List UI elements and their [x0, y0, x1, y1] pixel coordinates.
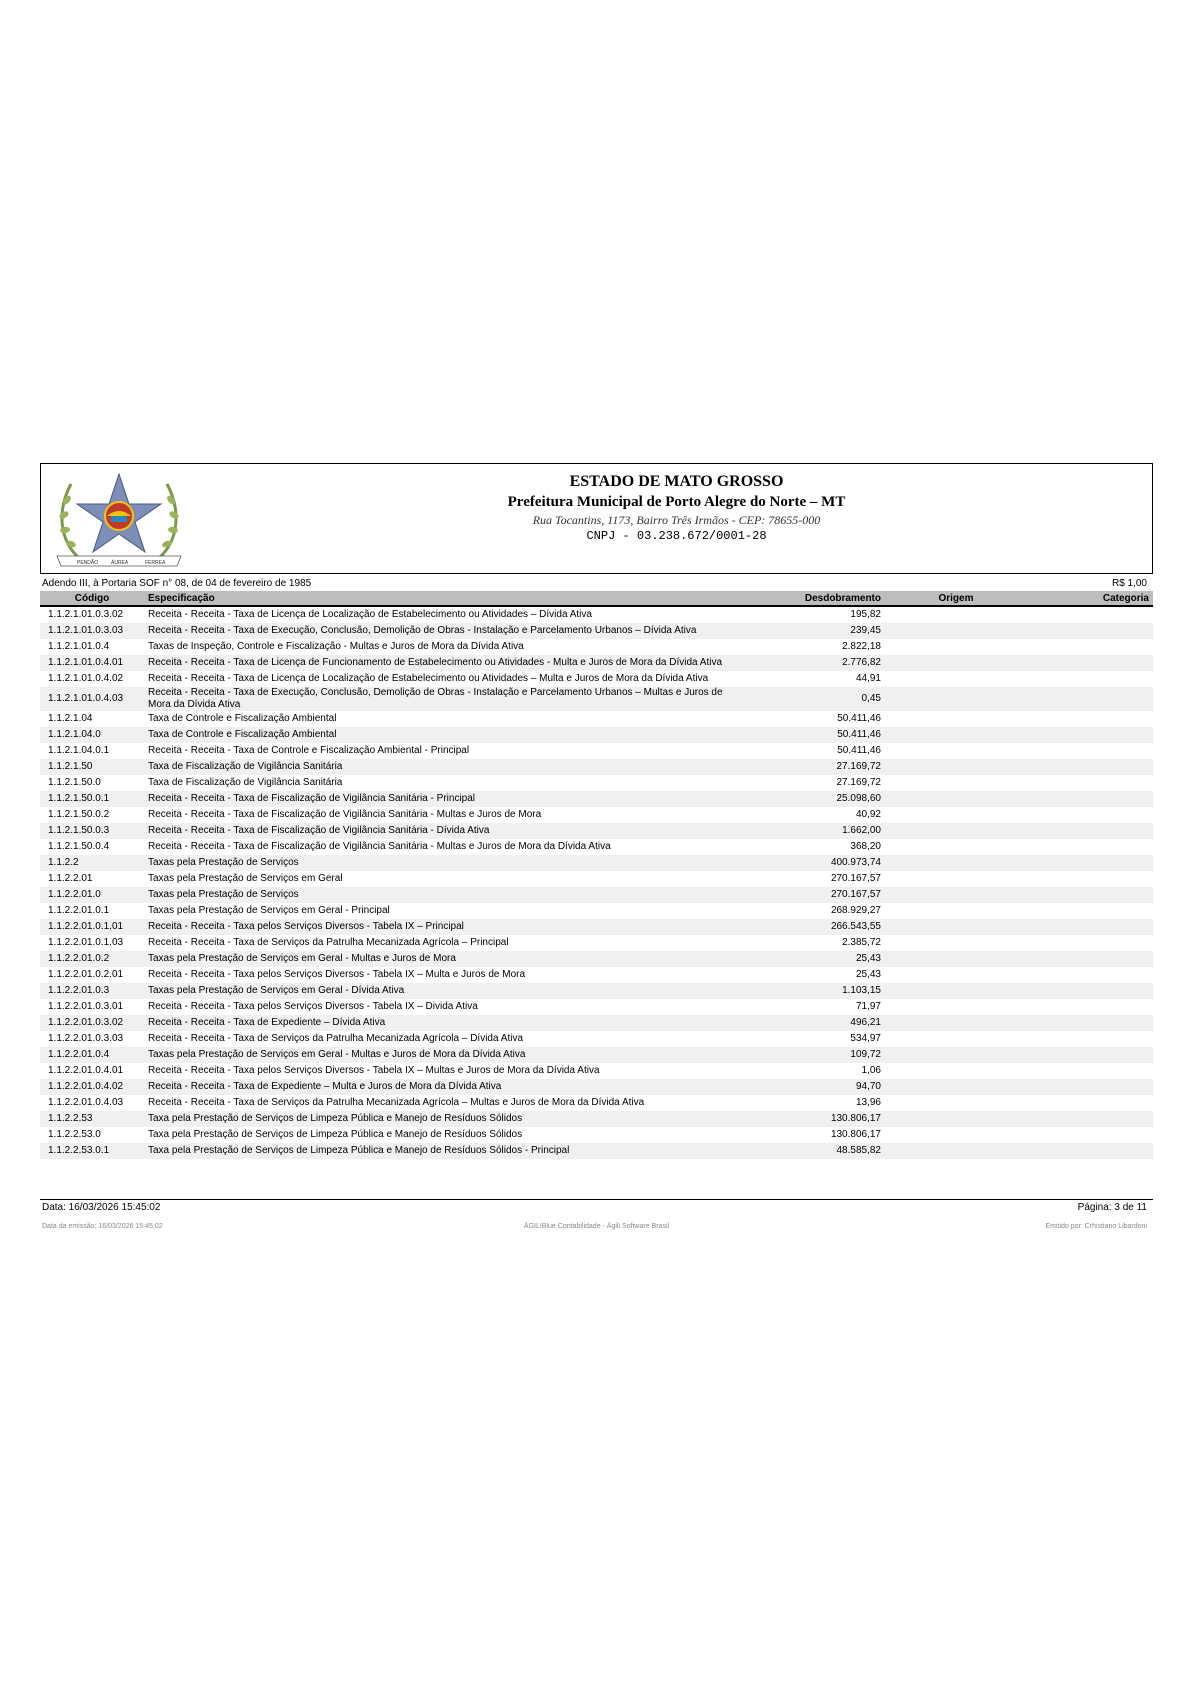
- table-row: [40, 606, 1153, 623]
- row-categoria: [1027, 1095, 1153, 1111]
- row-specification: Receita - Receita - Taxa de Fiscalização de Vigilância Sanitária - Principal: [144, 791, 735, 807]
- legal-reference: Adendo III, à Portaria SOF n° 08, de 04 de fevereiro de 1985: [42, 578, 312, 589]
- table-row: [40, 1111, 1153, 1127]
- table-row: [40, 1015, 1153, 1031]
- row-code: 1.1.2.1.50.0: [48, 777, 101, 788]
- row-origem: [885, 935, 1027, 951]
- row-desdobramento: 0,45: [735, 687, 885, 711]
- row-categoria: [1027, 855, 1153, 871]
- row-code: 1.1.2.1.01.0.4.01: [40, 655, 144, 671]
- row-origem: [885, 855, 1027, 871]
- row-code: 1.1.2.2.01.0.1: [48, 905, 110, 916]
- row-categoria: [1027, 903, 1153, 919]
- row-origem: [885, 1063, 1027, 1079]
- row-desdobramento: 2.385,72: [842, 937, 881, 948]
- row-code: 1.1.2.1.04: [48, 713, 93, 724]
- row-categoria: [1027, 1015, 1153, 1031]
- column-header-spec: Especificação: [144, 591, 735, 606]
- row-code: 1.1.2.1.50.0.4: [48, 841, 110, 852]
- row-origem: [885, 711, 1027, 727]
- row-code: 1.1.2.2.01.0.3.01: [48, 1001, 124, 1012]
- row-origem: [885, 727, 1027, 743]
- row-specification: Taxa pela Prestação de Serviços de Limpeza Pública e Manejo de Resíduos Sólidos - Principal: [144, 1143, 735, 1159]
- row-origem: [885, 999, 1027, 1015]
- svg-text:ÁUREA: ÁUREA: [111, 560, 129, 566]
- row-specification: Receita - Receita - Taxa de Licença de Localização de Estabelecimento ou Atividades – Multa e Juros de Mora da Dívida Ativa: [148, 673, 709, 684]
- row-desdobramento: 270.167,57: [830, 873, 881, 884]
- row-categoria: [1027, 791, 1153, 807]
- row-specification: Taxa pela Prestação de Serviços de Limpeza Pública e Manejo de Resíduos Sólidos: [148, 1129, 523, 1140]
- row-specification: Receita - Receita - Taxa pelos Serviços Diversos - Tabela IX – Multa e Juros de Mora: [148, 969, 526, 980]
- row-specification: Taxas pela Prestação de Serviços: [144, 855, 735, 871]
- table-row: [40, 791, 1153, 807]
- table-row: [40, 999, 1153, 1015]
- table-row: [40, 687, 1153, 711]
- row-specification: Receita - Receita - Taxa de Expediente – Dívida Ativa: [144, 1015, 735, 1031]
- row-desdobramento: 2.776,82: [735, 655, 885, 671]
- row-specification: Receita - Receita - Taxa de Licença de Localização de Estabelecimento ou Atividades – Dívida Ativa: [148, 609, 592, 620]
- column-header-origem: Origem: [885, 591, 1027, 606]
- row-origem: [885, 1143, 1027, 1159]
- footer-emission-date: Data da emissão: 16/03/2026 15:45:02: [42, 1223, 163, 1230]
- table-row: [40, 711, 1153, 727]
- row-desdobramento: 40,92: [855, 809, 881, 820]
- row-code: 1.1.2.2.01.0.3.03: [48, 1033, 124, 1044]
- row-code: 1.1.2.2.53.0.1: [40, 1143, 144, 1159]
- currency-unit: R$ 1,00: [1111, 578, 1147, 589]
- row-categoria: [1027, 727, 1153, 743]
- table-row: [40, 1143, 1153, 1159]
- row-categoria: [1027, 999, 1153, 1015]
- row-code: 1.1.2.2.01.0.2: [40, 951, 144, 967]
- row-specification: Taxa de Controle e Fiscalização Ambiental: [144, 727, 735, 743]
- row-desdobramento: 130.806,17: [735, 1111, 885, 1127]
- table-row: [40, 623, 1153, 639]
- row-desdobramento: 50.411,46: [837, 713, 881, 724]
- row-specification: Receita - Receita - Taxa pelos Serviços Diversos - Tabela IX – Multas e Juros de Mora da Dívida Ativa: [148, 1065, 600, 1076]
- table-row: [40, 639, 1153, 655]
- table-row: [40, 655, 1153, 671]
- row-specification: Taxa de Fiscalização de Vigilância Sanitária: [144, 759, 735, 775]
- row-origem: [885, 775, 1027, 791]
- row-categoria: [1027, 807, 1153, 823]
- row-specification: Taxas de Inspeção, Controle e Fiscalização - Multas e Juros de Mora da Dívida Ativa: [148, 641, 524, 652]
- footer-divider: [40, 1199, 1153, 1200]
- row-categoria: [1027, 759, 1153, 775]
- row-specification: Receita - Receita - Taxa pelos Serviços Diversos - Tabela IX – Divida Ativa: [148, 1001, 478, 1012]
- row-categoria: [1027, 655, 1153, 671]
- row-categoria: [1027, 983, 1153, 999]
- table-row: [40, 839, 1153, 855]
- row-desdobramento: 266.543,55: [735, 919, 885, 935]
- table-row: [40, 983, 1153, 999]
- row-desdobramento: 25,43: [855, 969, 881, 980]
- table-row: [40, 935, 1153, 951]
- row-origem: [885, 839, 1027, 855]
- row-desdobramento: 534,97: [850, 1033, 881, 1044]
- table-header-row: [40, 591, 1153, 606]
- row-categoria: [1027, 1047, 1153, 1063]
- state-name: ESTADO DE MATO GROSSO: [569, 473, 784, 490]
- row-origem: [885, 639, 1027, 655]
- row-desdobramento: 400.973,74: [735, 855, 885, 871]
- row-origem: [885, 1095, 1027, 1111]
- column-header-categoria: Categoria: [1027, 591, 1153, 606]
- row-desdobramento: 1.103,15: [735, 983, 885, 999]
- row-origem: [885, 807, 1027, 823]
- row-specification: Taxas pela Prestação de Serviços em Geral - Multas e Juros de Mora da Dívida Ativa: [144, 1047, 735, 1063]
- row-code: 1.1.2.2.01.0.1.01: [40, 919, 144, 935]
- revenue-table: [40, 591, 1153, 1159]
- table-row: [40, 775, 1153, 791]
- row-specification: Taxa de Fiscalização de Vigilância Sanitária: [148, 777, 343, 788]
- row-code: 1.1.2.2.01: [48, 873, 93, 884]
- svg-text:FERREA: FERREA: [145, 560, 166, 566]
- row-code: 1.1.2.2.01.0.2.01: [48, 969, 124, 980]
- row-desdobramento: 71,97: [855, 1001, 881, 1012]
- row-desdobramento: 109,72: [735, 1047, 885, 1063]
- footer-secondary: [40, 1221, 1153, 1233]
- row-origem: [885, 743, 1027, 759]
- table-row: [40, 1079, 1153, 1095]
- row-specification: Receita - Receita - Taxa de Fiscalização de Vigilância Sanitária - Multas e Juros de Mora: [148, 809, 542, 820]
- column-header-code: Código: [40, 591, 144, 606]
- row-categoria: [1027, 839, 1153, 855]
- row-categoria: [1027, 887, 1153, 903]
- row-origem: [885, 623, 1027, 639]
- row-categoria: [1027, 823, 1153, 839]
- row-categoria: [1027, 1031, 1153, 1047]
- row-code: 1.1.2.2.53: [40, 1111, 144, 1127]
- row-desdobramento: 48.585,82: [735, 1143, 885, 1159]
- row-desdobramento: 25,43: [735, 951, 885, 967]
- row-desdobramento: 1.662,00: [735, 823, 885, 839]
- prefecture-address: Rua Tocantins, 1173, Bairro Três Irmãos - CEP: 78655-000: [532, 513, 821, 527]
- row-specification: Taxa de Controle e Fiscalização Ambiental: [148, 713, 337, 724]
- row-code: 1.1.2.2.53.0: [48, 1129, 101, 1140]
- row-desdobramento: 44,91: [855, 673, 881, 684]
- table-row: [40, 743, 1153, 759]
- row-categoria: [1027, 871, 1153, 887]
- row-categoria: [1027, 639, 1153, 655]
- row-specification: Receita - Receita - Taxa de Fiscalização de Vigilância Sanitária - Multas e Juros de Mora da Dívida Ativa: [148, 841, 611, 852]
- row-categoria: [1027, 711, 1153, 727]
- table-row: [40, 855, 1153, 871]
- row-desdobramento: 130.806,17: [830, 1129, 881, 1140]
- footer-date: Data: 16/03/2026 15:45:02: [42, 1202, 161, 1213]
- table-body: [40, 606, 1153, 1159]
- row-code: 1.1.2.1.01.0.3.03: [40, 623, 144, 639]
- row-specification: Receita - Receita - Taxa de Controle e Fiscalização Ambiental - Principal: [148, 745, 470, 756]
- row-specification: Taxa pela Prestação de Serviços de Limpeza Pública e Manejo de Resíduos Sólidos: [144, 1111, 735, 1127]
- row-origem: [885, 1047, 1027, 1063]
- row-code: 1.1.2.2.01.0.4.03: [48, 1097, 124, 1108]
- row-code: 1.1.2.2.01.0.1.03: [48, 937, 124, 948]
- report-meta-row: [40, 577, 1153, 591]
- row-code: 1.1.2.2.01.0.3.02: [40, 1015, 144, 1031]
- table-row: [40, 671, 1153, 687]
- row-categoria: [1027, 623, 1153, 639]
- row-origem: [885, 823, 1027, 839]
- row-desdobramento: 13,96: [855, 1097, 881, 1108]
- row-code: 1.1.2.2.01.0.3: [40, 983, 144, 999]
- row-origem: [885, 1079, 1027, 1095]
- row-code: 1.1.2.1.01.0.4.03: [40, 687, 144, 711]
- row-code: 1.1.2.1.50.0.2: [48, 809, 110, 820]
- row-code: 1.1.2.2.01.0.4.01: [48, 1065, 124, 1076]
- row-desdobramento: 239,45: [735, 623, 885, 639]
- row-desdobramento: 195,82: [850, 609, 881, 620]
- row-specification: Taxas pela Prestação de Serviços em Geral - Dívida Ativa: [144, 983, 735, 999]
- row-desdobramento: 25.098,60: [735, 791, 885, 807]
- row-categoria: [1027, 967, 1153, 983]
- row-code: 1.1.2.1.50: [40, 759, 144, 775]
- row-categoria: [1027, 935, 1153, 951]
- row-specification: Receita - Receita - Taxa de Serviços da Patrulha Mecanizada Agrícola – Dívida Ativa: [148, 1033, 524, 1044]
- row-code: 1.1.2.1.04.0: [40, 727, 144, 743]
- row-categoria: [1027, 775, 1153, 791]
- row-origem: [885, 1015, 1027, 1031]
- table-row: [40, 887, 1153, 903]
- row-origem: [885, 1127, 1027, 1143]
- report-header: [40, 463, 1153, 574]
- row-origem: [885, 951, 1027, 967]
- row-specification: Receita - Receita - Taxa de Execução, Conclusão, Demolição de Obras - Instalação e Parcelamento Urbanos – Multas e Juros de Mora da Dívida Ativa: [144, 687, 735, 711]
- row-categoria: [1027, 1063, 1153, 1079]
- row-specification: Receita - Receita - Taxa de Fiscalização de Vigilância Sanitária - Dívida Ativa: [144, 823, 735, 839]
- row-origem: [885, 671, 1027, 687]
- table-row: [40, 1095, 1153, 1111]
- row-desdobramento: 50.411,46: [837, 745, 881, 756]
- row-categoria: [1027, 743, 1153, 759]
- header-text-block: [41, 472, 1152, 544]
- footer-issuer: Emitido por: Crhistiano Libardoni: [1045, 1223, 1147, 1230]
- row-categoria: [1027, 687, 1153, 711]
- row-categoria: [1027, 951, 1153, 967]
- row-specification: Receita - Receita - Taxa de Execução, Conclusão, Demolição de Obras - Instalação e Parcelamento Urbanos – Dívida Ativa: [144, 623, 735, 639]
- row-code: 1.1.2.1.01.0.4: [48, 641, 110, 652]
- row-desdobramento: 27.169,72: [836, 777, 881, 788]
- row-code: 1.1.2.2.01.0.4.02: [40, 1079, 144, 1095]
- row-origem: [885, 1111, 1027, 1127]
- row-desdobramento: 27.169,72: [735, 759, 885, 775]
- table-row: [40, 807, 1153, 823]
- row-categoria: [1027, 1143, 1153, 1159]
- table-row: [40, 903, 1153, 919]
- footer-software: ÁGILIBlue Contabilidade - Ágili Software Brasil: [523, 1223, 670, 1230]
- row-origem: [885, 903, 1027, 919]
- table-row: [40, 1127, 1153, 1143]
- row-origem: [885, 1031, 1027, 1047]
- row-origem: [885, 687, 1027, 711]
- table-row: [40, 1063, 1153, 1079]
- row-desdobramento: 496,21: [735, 1015, 885, 1031]
- row-origem: [885, 606, 1027, 623]
- row-origem: [885, 759, 1027, 775]
- row-desdobramento: 94,70: [735, 1079, 885, 1095]
- row-code: 1.1.2.1.01.0.3.02: [48, 609, 124, 620]
- row-origem: [885, 919, 1027, 935]
- row-origem: [885, 871, 1027, 887]
- row-code: 1.1.2.1.01.0.4.02: [48, 673, 124, 684]
- row-code: 1.1.2.2.01.0.4: [40, 1047, 144, 1063]
- row-desdobramento: 268.929,27: [830, 905, 881, 916]
- row-specification: Taxas pela Prestação de Serviços: [144, 887, 735, 903]
- column-header-desdobramento: Desdobramento: [735, 591, 885, 606]
- row-specification: Receita - Receita - Taxa de Expediente – Multa e Juros de Mora da Dívida Ativa: [144, 1079, 735, 1095]
- table-row: [40, 727, 1153, 743]
- table-row: [40, 759, 1153, 775]
- table-row: [40, 1047, 1153, 1063]
- prefecture-cnpj: CNPJ - 03.238.672/0001-28: [586, 529, 767, 543]
- row-categoria: [1027, 919, 1153, 935]
- row-categoria: [1027, 606, 1153, 623]
- row-specification: Taxas pela Prestação de Serviços em Geral - Principal: [148, 905, 390, 916]
- row-origem: [885, 791, 1027, 807]
- footer-main: [40, 1201, 1153, 1215]
- prefecture-name: Prefeitura Municipal de Porto Alegre do Norte – MT: [507, 494, 846, 510]
- table-row: [40, 951, 1153, 967]
- row-origem: [885, 887, 1027, 903]
- row-origem: [885, 967, 1027, 983]
- row-categoria: [1027, 1079, 1153, 1095]
- table-row: [40, 919, 1153, 935]
- row-categoria: [1027, 671, 1153, 687]
- row-desdobramento: 1,06: [861, 1065, 881, 1076]
- row-desdobramento: 2.822,18: [842, 641, 881, 652]
- row-specification: Receita - Receita - Taxa de Serviços da Patrulha Mecanizada Agrícola – Principal: [148, 937, 509, 948]
- row-origem: [885, 983, 1027, 999]
- row-code: 1.1.2.1.50.0.3: [40, 823, 144, 839]
- row-origem: [885, 655, 1027, 671]
- table-row: [40, 967, 1153, 983]
- row-specification: Receita - Receita - Taxa de Serviços da Patrulha Mecanizada Agrícola – Multas e Juros de Mora da Dívida Ativa: [148, 1097, 645, 1108]
- row-specification: Receita - Receita - Taxa pelos Serviços Diversos - Tabela IX – Principal: [144, 919, 735, 935]
- footer-page-number: Página: 3 de 11: [1077, 1202, 1147, 1213]
- row-specification: Receita - Receita - Taxa de Licença de Funcionamento de Estabelecimento ou Atividades - Multa e Juros de Mora da Dívida Ativa: [144, 655, 735, 671]
- row-code: 1.1.2.2: [40, 855, 144, 871]
- row-specification: Taxas pela Prestação de Serviços em Geral: [148, 873, 343, 884]
- row-categoria: [1027, 1111, 1153, 1127]
- row-categoria: [1027, 1127, 1153, 1143]
- row-specification: Taxas pela Prestação de Serviços em Geral - Multas e Juros de Mora: [144, 951, 735, 967]
- svg-text:PENDÃO: PENDÃO: [77, 560, 99, 566]
- row-desdobramento: 368,20: [850, 841, 881, 852]
- row-desdobramento: 270.167,57: [735, 887, 885, 903]
- row-code: 1.1.2.2.01.0: [40, 887, 144, 903]
- table-row: [40, 871, 1153, 887]
- row-code: 1.1.2.1.50.0.1: [40, 791, 144, 807]
- row-desdobramento: 50.411,46: [735, 727, 885, 743]
- table-row: [40, 823, 1153, 839]
- row-code: 1.1.2.1.04.0.1: [48, 745, 110, 756]
- table-row: [40, 1031, 1153, 1047]
